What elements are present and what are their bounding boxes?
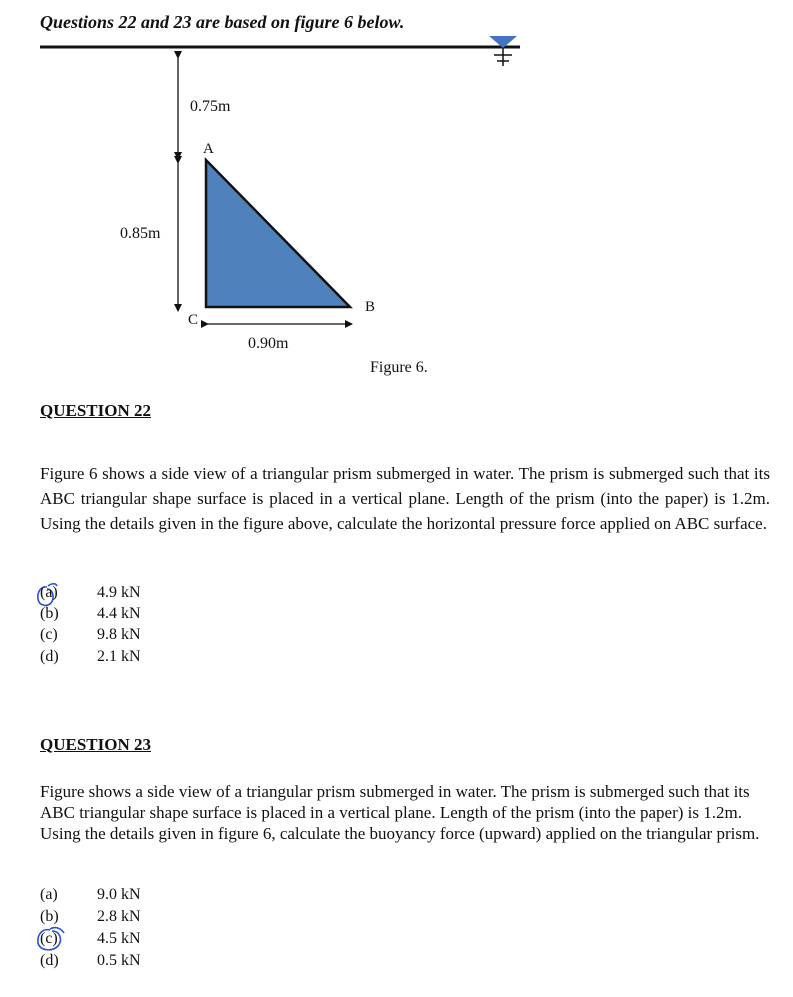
figure-caption: Figure 6. <box>370 359 428 376</box>
q22-option-d-value: 2.1 kN <box>97 648 141 665</box>
vertex-b-label: B <box>365 299 376 315</box>
q23-option-d-value: 0.5 kN <box>97 952 141 969</box>
question-22-title: QUESTION 22 <box>40 401 151 420</box>
q23-option-a-value: 9.0 kN <box>97 886 141 903</box>
height-label: 0.85m <box>120 225 161 242</box>
question-23-text: Figure shows a side view of a triangular prism submerged in water. The prism is submerged such that its ABC triangular shape surface is placed in a vertical plane. Length of the prism (into the paper) is 1.2m. Using the details given in figure 6, calculate the buoyancy force (upward) applied on the triangular prism. <box>40 782 760 843</box>
depth-label: 0.75m <box>190 98 231 115</box>
page-heading: Questions 22 and 23 are based on figure 6 below. <box>40 12 405 32</box>
question-23-title: QUESTION 23 <box>40 735 151 754</box>
q23-option-c-value: 4.5 kN <box>97 930 141 947</box>
q22-option-b-value: 4.4 kN <box>97 605 141 622</box>
question-22-text: Figure 6 shows a side view of a triangular prism submerged in water. The prism is submerged such that its ABC triangular shape surface is placed in a vertical plane. Length of the prism (into the paper) is 1.2m. Using the details given in the figure above, calculate the horizontal pressure force applied on ABC surface. <box>40 464 770 533</box>
q23-option-b-letter: (b) <box>40 908 59 925</box>
q22-option-d-letter: (d) <box>40 648 59 665</box>
q23-option-a-letter: (a) <box>40 886 58 903</box>
vertex-a-label: A <box>203 141 214 157</box>
q22-option-c-value: 9.8 kN <box>97 626 141 643</box>
q22-option-c-letter: (c) <box>40 626 58 643</box>
water-level-symbol-icon <box>489 36 517 66</box>
q22-option-a-value: 4.9 kN <box>97 584 141 601</box>
q22-option-a-letter: (a) <box>40 584 58 601</box>
vertex-c-label: C <box>188 312 199 328</box>
q23-option-c-letter: (c) <box>40 930 58 947</box>
base-label: 0.90m <box>248 335 289 352</box>
triangular-prism-shape <box>206 160 350 307</box>
q23-option-b-value: 2.8 kN <box>97 908 141 925</box>
q22-option-b-letter: (b) <box>40 605 59 622</box>
q23-option-d-letter: (d) <box>40 952 59 969</box>
